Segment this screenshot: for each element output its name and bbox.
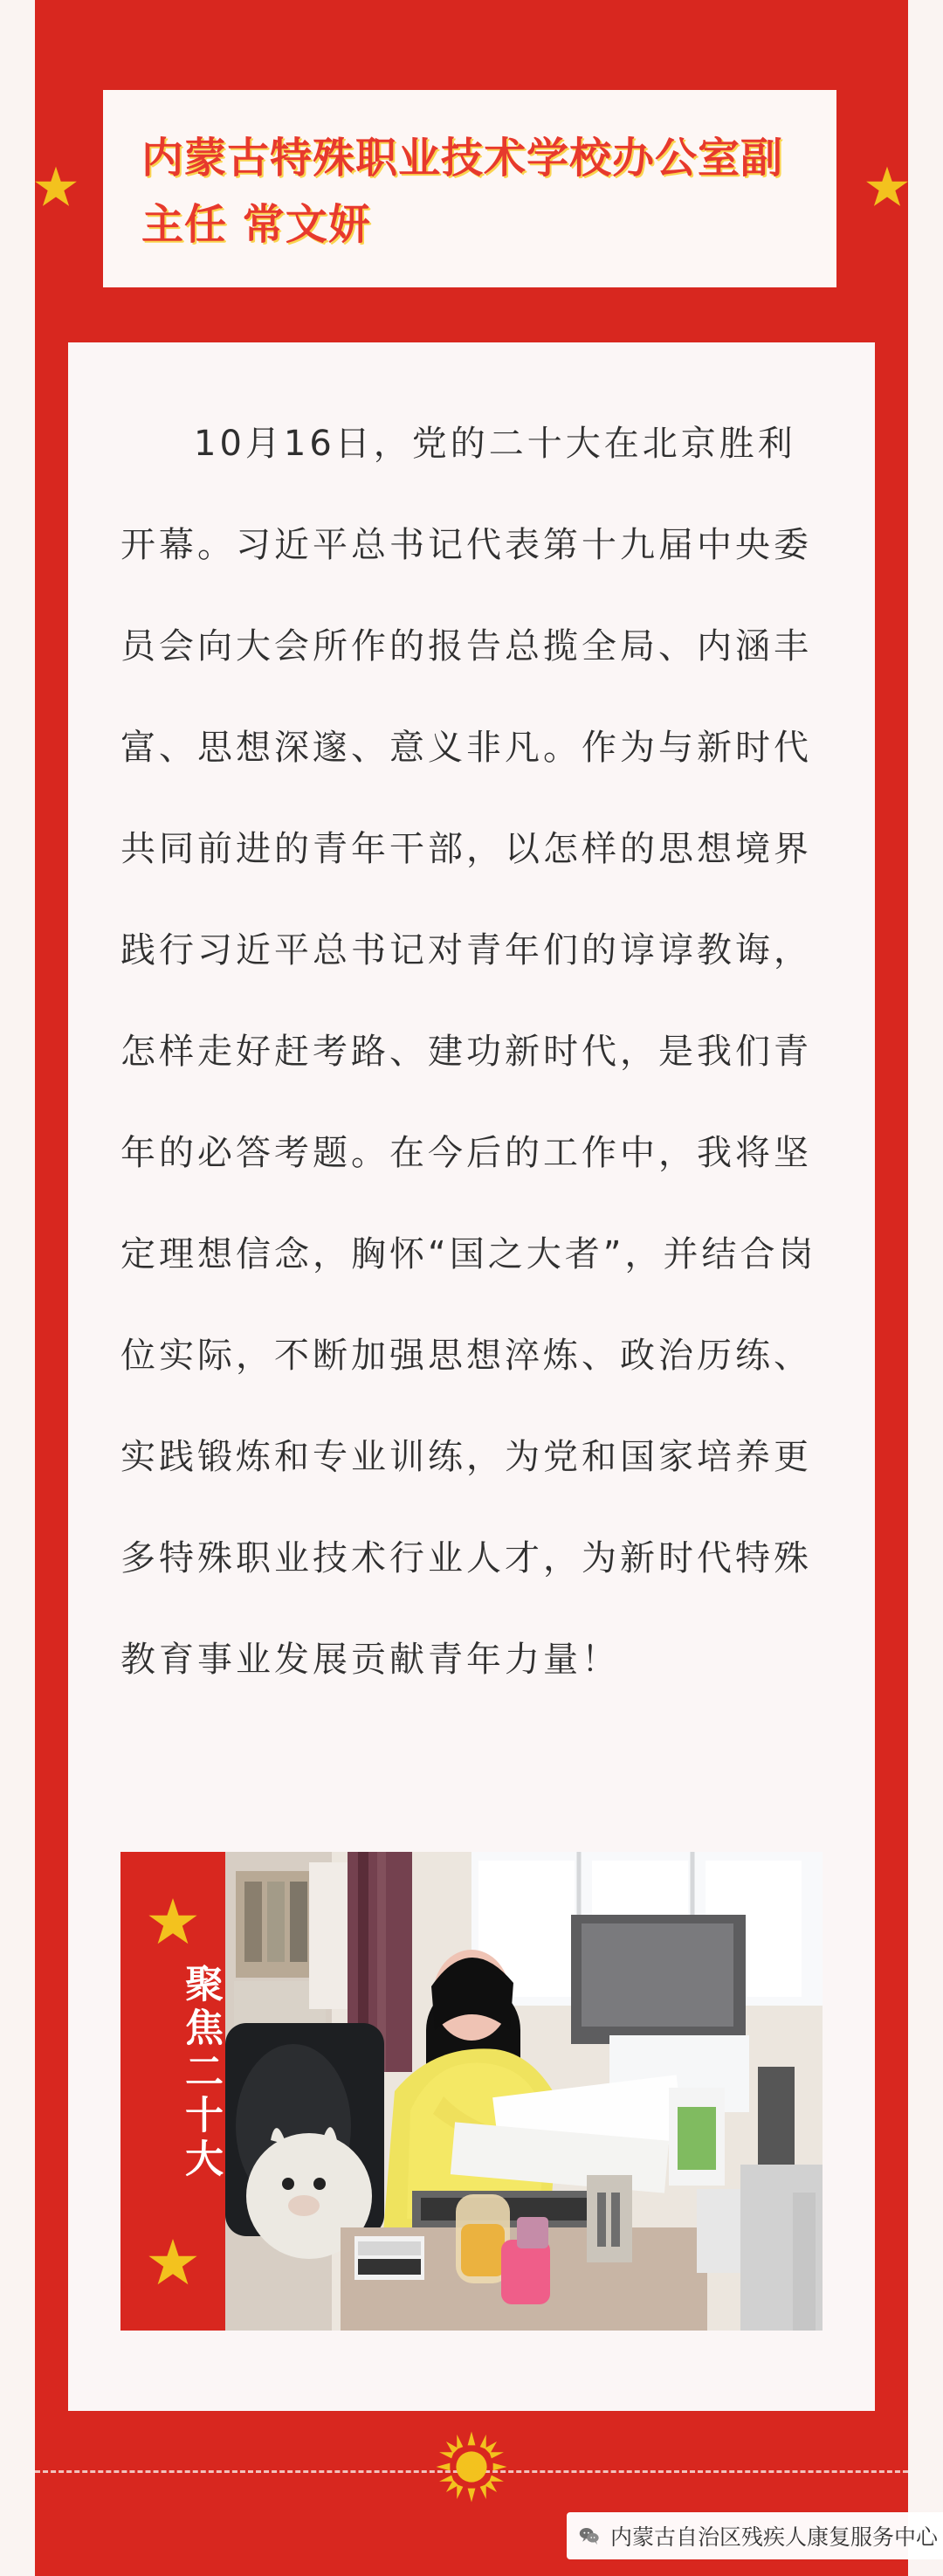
right-side-star-icon [864, 164, 910, 210]
photo-section [120, 1852, 823, 2331]
article-card [68, 342, 875, 2411]
page-title: 内蒙古特殊职业技术学校办公室副主任 常文妍 [141, 134, 784, 249]
banner-bottom-star-icon [147, 2236, 199, 2289]
source-attribution [567, 2512, 943, 2559]
source-text: 内蒙古自治区残疾人康复服务中心 [609, 2524, 938, 2550]
wechat-icon [577, 2524, 602, 2548]
sun-icon [433, 2428, 510, 2505]
focus-banner [120, 1852, 225, 2331]
focus-banner-label: 聚焦二十大 [178, 1964, 223, 2182]
banner-top-star-icon [147, 1896, 199, 1948]
article-body: 10月16日，党的二十大在北京胜利开幕。习近平总书记代表第十九届中央委员会向大会所作的报告总揽全局、内涵丰富、思想深邃、意义非凡。作为与新时代共同前进的青年干部，以怎样的思想境界践行习近平总书记对青年们的谆谆教诲，怎样走好赶考路、建功新时代，是我们青年的必答考题。在今后的工作中，我将坚定理想信念，胸怀“国之大者”，并结合岗位实际，不断加强思想淬炼、政治历练、实践锻炼和专业训练，为党和国家培养更多特殊职业技术行业人才，为新时代特殊教育事业发展贡献青年力量！ [120, 424, 817, 1680]
title-card [103, 90, 836, 287]
left-side-star-icon [33, 164, 79, 210]
office-photo [225, 1852, 823, 2331]
